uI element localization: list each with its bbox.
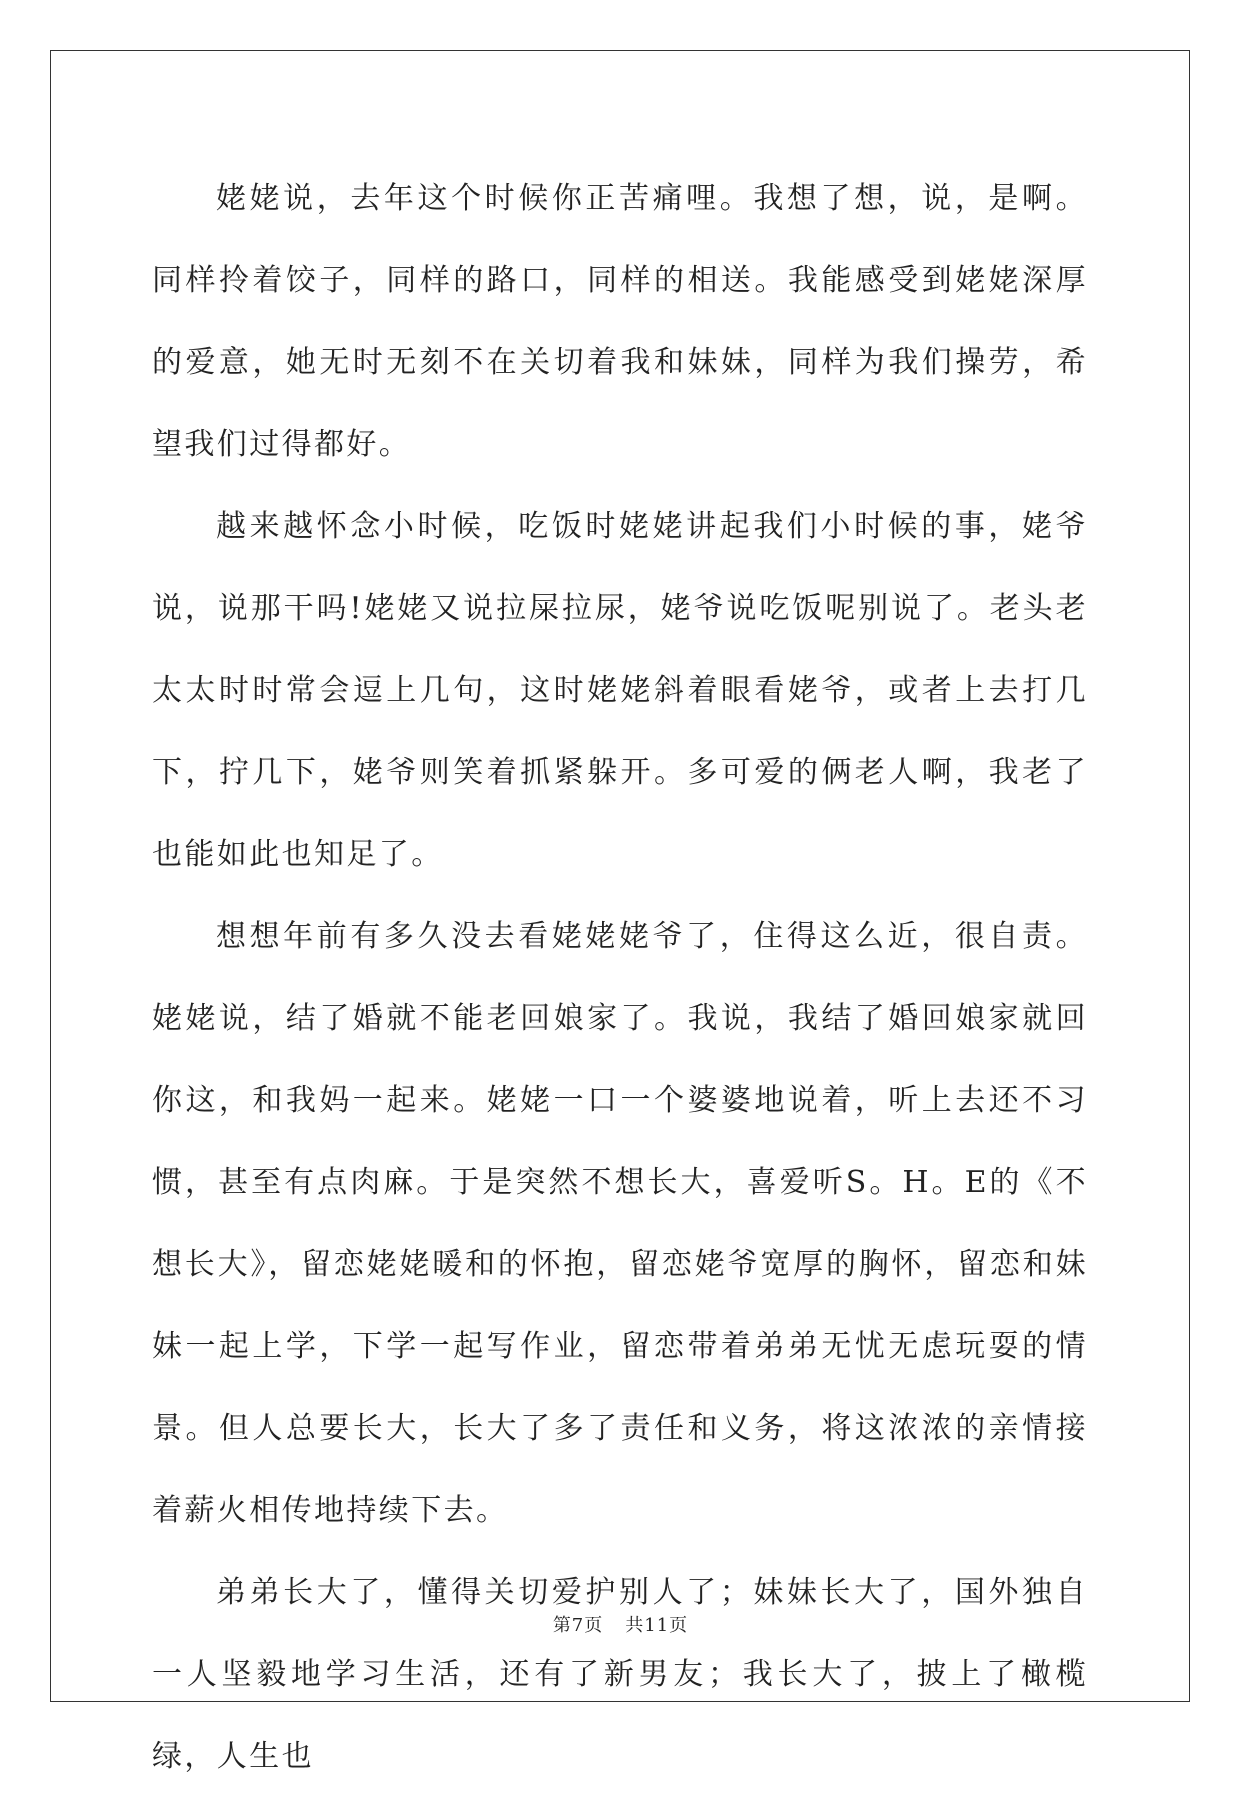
paragraph: 想想年前有多久没去看姥姥姥爷了，住得这么近，很自责。姥姥说，结了婚就不能老回娘家了。我说，我结了婚回娘家就回你这，和我妈一起来。姥姥一口一个婆婆地说着，听上去还不习惯，甚至有点肉麻。于是突然不想长大，喜爱听S。H。E的《不想长大》，留恋姥姥暖和的怀抱，留恋姥爷宽厚的胸怀，留恋和妹妹一起上学，下学一起写作业，留恋带着弟弟无忧无虑玩耍的情景。但人总要长大，长大了多了责任和义务，将这浓浓的亲情接着薪火相传地持续下去。 (152, 919, 1088, 1528)
document-body (152, 158, 1088, 1798)
page-number: 第7页 (552, 1615, 604, 1636)
page-footer (0, 1611, 1241, 1637)
paragraph: 越来越怀念小时候，吃饭时姥姥讲起我们小时候的事，姥爷说，说那干吗!姥姥又说拉屎拉尿，姥爷说吃饭呢别说了。老头老太太时时常会逗上几句，这时姥姥斜着眼看姥爷，或者上去打几下，拧几下，姥爷则笑着抓紧躲开。多可爱的俩老人啊，我老了也能如此也知足了。 (152, 509, 1088, 872)
paragraph: 姥姥说，去年这个时候你正苦痛哩。我想了想，说，是啊。同样拎着饺子，同样的路口，同样的相送。我能感受到姥姥深厚的爱意，她无时无刻不在关切着我和妹妹，同样为我们操劳，希望我们过得都好。 (152, 181, 1088, 462)
page-total: 共11页 (625, 1615, 689, 1636)
paragraph: 弟弟长大了，懂得关切爱护别人了；妹妹长大了，国外独自一人坚毅地学习生活，还有了新男友；我长大了，披上了橄榄绿，人生也 (152, 1575, 1088, 1774)
